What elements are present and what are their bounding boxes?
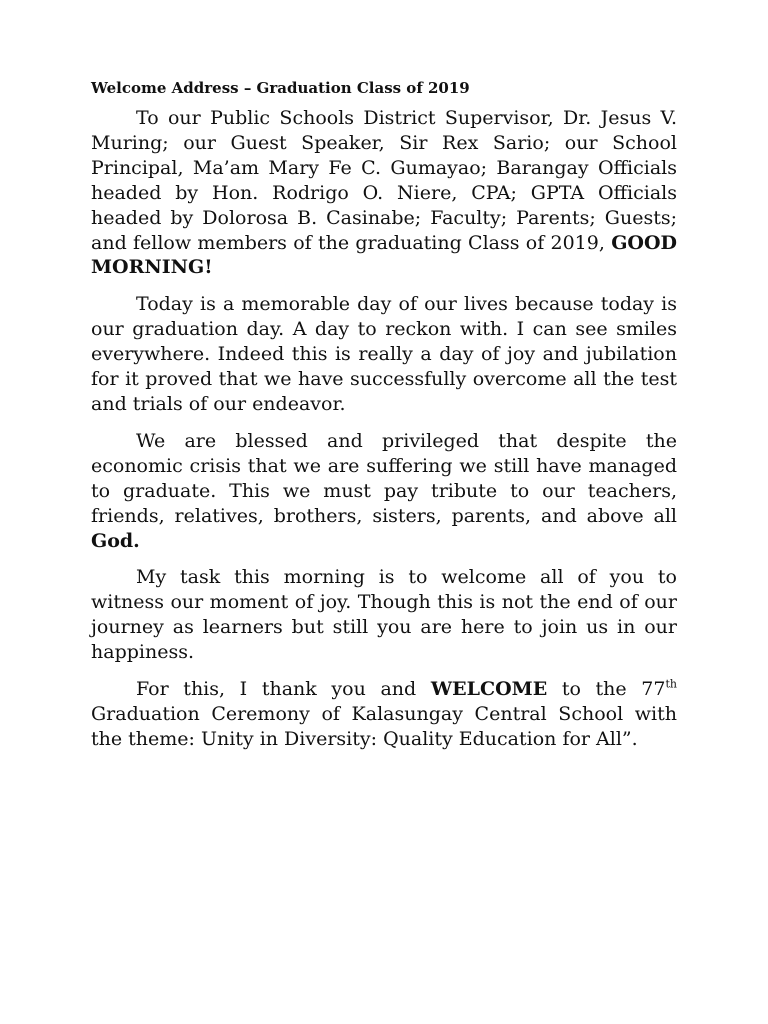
welcome-bold: WELCOME [430,678,548,701]
god-bold: God. [91,529,140,552]
paragraph-text: To our Public Schools District Supervisor, Dr. Jesus V. Muring; our Guest Speaker, Sir Rex Sario; our School Principal, Ma’am Mary Fe C. Gumayao; Barangay Officials headed by Hon. Rodrigo O. Niere, CPA; GPTA Officials headed by Dolorosa B. Casinabe; Faculty; Parents; Guests; and fellow members of the graduating Class of 2019, [91,107,677,254]
paragraph-text: Graduation Ceremony of Kalasungay Central School with the theme: Unity in Diversity: Quality Education for All”. [91,702,677,750]
paragraph-task: My task this morning is to welcome all of you to witness our moment of joy. Though this is not the end of our journey as learners but still you are here to join us in our happiness. [91,566,677,664]
paragraph-text: For this, I thank you and [136,678,431,701]
paragraph-salutation [91,106,677,280]
document-title: Welcome Address – Graduation Class of 2019 [91,79,470,97]
paragraph-blessed [91,429,677,554]
paragraph-text: to the 77 [547,678,666,701]
paragraph-text: We are blessed and privileged that despite the economic crisis that we are suffering we still have managed to graduate. This we must pay tribute to our teachers, friends, relatives, brothers, sisters, parents, and above all [91,429,677,527]
paragraph-memorable-day: Today is a memorable day of our lives because today is our graduation day. A day to reckon with. I can see smiles everywhere. Indeed this is really a day of joy and jubilation for it proved that we have successfully overcome all the test and trials of our endeavor. [91,293,677,415]
ordinal-superscript: th [665,677,677,691]
greeting-bold: GOOD MORNING! [91,231,677,279]
paragraph-closing [91,677,677,752]
